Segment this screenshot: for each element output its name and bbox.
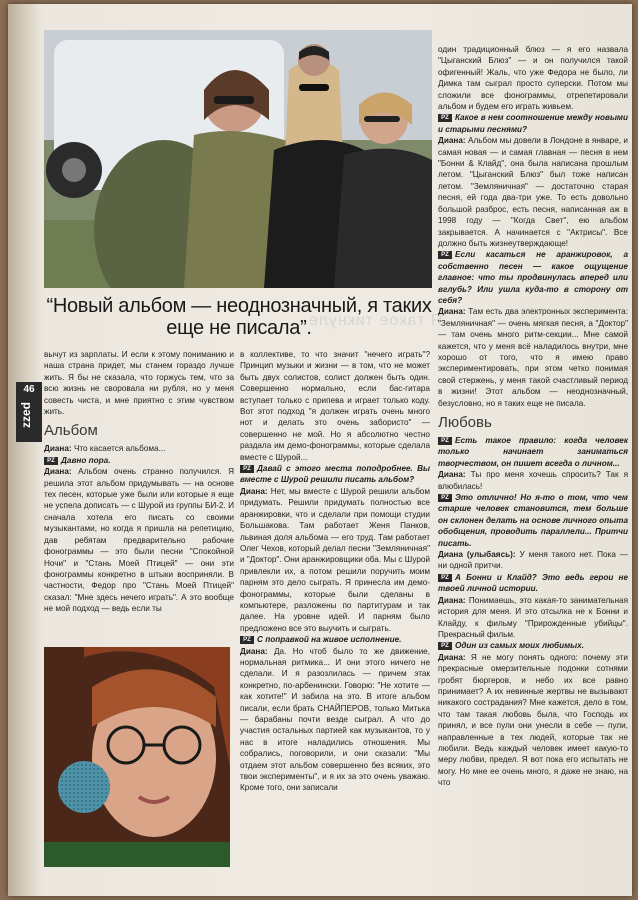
question-paragraph	[44, 455, 234, 466]
question-paragraph	[438, 249, 628, 306]
answer-paragraph	[438, 595, 628, 641]
question-text: Есть такое правило: когда человек только начинает заниматься творчеством, он пишет всегда о личном...	[438, 436, 628, 468]
answer-paragraph	[240, 486, 430, 634]
article-column-2	[240, 349, 430, 879]
article-column-3	[438, 44, 628, 892]
answer-paragraph	[44, 466, 234, 614]
question-text: Это отлично! Но я-то о том, что чем старше человек становится, тем больше он склонен делать на основе личного опыта обобщения, проводить параллели... Притчи писать.	[438, 493, 628, 548]
answer-text: У меня такого нет. Пока — ни одной притчи.	[438, 550, 628, 571]
speaker-label: Диана (улыбаясь):	[438, 550, 516, 560]
magazine-logo: zzed	[19, 402, 33, 429]
page-spine	[8, 4, 38, 896]
question-text: Давно пора.	[61, 455, 111, 465]
answer-paragraph	[438, 549, 628, 572]
speaker-label: Диана:	[240, 486, 268, 496]
section-title-love: Любовь	[438, 414, 492, 431]
question-paragraph	[438, 572, 628, 595]
band-photo-art	[44, 30, 432, 288]
magazine-page	[8, 4, 632, 896]
answer-paragraph: один традиционный блюз — я его назвала "Цыганский Блюз" — и он получился такой офигенный! Жаль, что уже Федора не было, ли Димка там сыграл просто суперски. Потом мы сложили все фонограммы, отрепетировали альбом и будем его играть живьем.	[438, 45, 628, 112]
question-paragraph	[240, 463, 430, 486]
question-paragraph	[438, 640, 628, 651]
interviewer-icon: PZ	[438, 437, 452, 445]
answer-text: Альбом мы довели в Лондоне в январе, и самая новая — и самая главная — песня в нем "Бонни & Клайд", она была написана прошлым летом. "Цыганский Блюз" был тоже написан летом. "Земляничная" — достаточно старая песня, ей года два-три уже. То есть довольно большой разброс, есть песня, написанная аж в 1998 году — "Когда Свет", ею альбом закрывается. А начинается с "Актрисы". Все должно быть жизнеутверждающе!	[438, 136, 628, 248]
answer-paragraph	[240, 646, 430, 794]
question-text: С поправкой на живое исполнение.	[257, 635, 402, 645]
answer-paragraph	[438, 306, 628, 409]
answer-paragraph: в коллективе, то что значит "нечего играть"? Принцип музыки и жизни — в том, что не может быть двух солистов, солист должен быть один. Совершенно нормально, если бас-гитара вступает только с припева и играет только коду. Вот этот подход "я должен играть очень много нот и делать это очень забористо" — совершенно не мой. Но я абсолютно честно раздала им демо-фонограммы, которые сделала вместе с Шурой...	[240, 350, 430, 462]
answer-paragraph	[44, 443, 234, 454]
answer-paragraph	[438, 135, 628, 249]
page-number: 46	[23, 384, 35, 395]
answer-paragraph	[438, 469, 628, 492]
answer-text: Я не могу понять одного: почему эти прекрасные омерзительные подонки сотнями гробят бюргеров, и небо их все равно принимает? А их невинные жертвы не вызывают никакого сострадания? Мне кажется, дело в том, что там такая любовь была, что Господь их принял, и все пули они унесли в себе — пули, направленные в тех людей, которые так не любили. Ведь каждый человек имеет какую-то меру любви, предел. Я вот пока его испытать не могу. Но мне ее очень много, я даже не знаю, на что	[438, 652, 628, 788]
question-paragraph	[240, 634, 430, 645]
answer-text: Там есть два электронных эксперимента: "Земляничная" — очень мягкая песня, а "Доктор" — там очень много ритм-секции... Мне самой кажется, что у меня всё наладилось внутри, мне хорошо от того, что я имею право экспериментировать, при этом четко понимая свой стержень, у меня такой счастливый период в жизни! Этот альбом — неоднозначный, безусловно, но я таких еще не писала.	[438, 307, 628, 408]
interviewer-icon: PZ	[438, 251, 452, 259]
interviewer-icon: PZ	[438, 574, 452, 582]
question-text: Давай с этого места поподробнее. Вы вместе с Шурой решили писать альбом?	[240, 464, 430, 485]
question-paragraph	[438, 112, 628, 135]
answer-paragraph	[438, 652, 628, 789]
answer-text: Нет, мы вместе с Шурой решили альбом придумать. Решили придумать полностью все аранжировки, что и сделали при помощи студии Большакова. Там работает Женя Панков, львиная доля альбома — его труд. Там работает Олег Чехов, который делал песни "Земляничная" и "Доктор". Они аранжировщики оба. Мы с Шурой привлекли их, а потом решили поручить моим парням это дело сыграть. Я принесла им демо-фонограммы, которые были сделаны в компьютере, разложены по партитурам и так далее. На уровне идей. И парням было предложено все это выучить и сыграть.	[240, 486, 430, 633]
page-tab	[16, 382, 42, 442]
speaker-label: Диана:	[438, 136, 466, 146]
question-text: Если касаться не аранжировок, а собственно песен — какое ощущение главное: что ты продвинулась вперед или вглубь? Или ушла куда-то в сторону от себя?	[438, 250, 628, 305]
band-photo	[44, 30, 432, 288]
singer-photo-art	[44, 647, 230, 867]
pull-quote: “Новый альбом — неоднозначный, я таких еще не писала”.	[46, 295, 432, 339]
speaker-label: Диана:	[438, 652, 466, 662]
speaker-label: Диана:	[44, 444, 72, 454]
section-title-album: Альбом	[44, 422, 98, 440]
answer-text: Ты про меня хочешь спросить? Так я влюбилась!	[438, 470, 628, 491]
interviewer-icon: PZ	[438, 642, 452, 650]
question-text: Какое в нем соотношение между новыми и старыми песнями?	[438, 113, 628, 134]
article-column-1	[44, 349, 234, 644]
speaker-label: Диана:	[44, 467, 72, 477]
speaker-label: Диана:	[438, 595, 466, 605]
interviewer-icon: PZ	[240, 636, 254, 644]
answer-text: Что касается альбома...	[73, 444, 166, 454]
intro-paragraph: вычут из зарплаты. И если к этому пониманию и наша страна придет, мы станем гораздо лучше жить. Я бы не сказала, что горжусь тем, что за всю жизнь не своровала ни рубля, но у меня совесть чиста, и мне приятно с этим чувством жить.	[44, 350, 234, 417]
interviewer-icon: PZ	[438, 494, 452, 502]
speaker-label: Диана:	[438, 307, 466, 317]
question-paragraph	[438, 435, 628, 469]
question-text: Один из самых моих любимых.	[455, 641, 584, 651]
speaker-label: Диана:	[240, 646, 268, 656]
question-paragraph	[438, 492, 628, 549]
question-text: А Бонни и Клайд? Это ведь герои не твоей личной истории.	[438, 572, 628, 594]
interviewer-icon: PZ	[44, 457, 58, 465]
speaker-label: Диана:	[438, 470, 466, 480]
answer-text: Понимаешь, это какая-то занимательная история для меня. И это отсылка не к Бонни и Клайду, к фильму "Прирожденные убийцы". Прекрасный фильм.	[438, 595, 628, 639]
singer-photo	[44, 647, 230, 867]
answer-text: Да. Но чтоб было то же движение, нормальная ритмика... И они этого ничего не сделали. И я разозлилась — причем этак конкретно, по-арбенински. Говорю: "Не хотите — как хотите!" И забила на это. В итоге альбом писали, если брать СНАЙПЕРОВ, только Митька — барабаны почти везде сыграл. А что до участия остальных партией как музыкантов, то у нас в итоге наладились отношения. Мы собрались, поговорили, и они сказали: "Мы отдаем этот альбом совершенно без всяких, это твои эксперименты", и я их за это очень уважаю. Кроме того, они записали	[240, 646, 430, 793]
show-through-text: Я такое тикнуле	[308, 312, 443, 329]
interviewer-icon: PZ	[240, 465, 254, 473]
interviewer-icon: PZ	[438, 114, 452, 122]
answer-text: Альбом очень странно получился. Я решила этот альбом придумывать — на основе тех песен, которые уже были или которые я еще не успела дописать — с Шурой из группы БИ-2. И сначала хотела его писать со своими музыкантами, но когда я пришла на репетицию, дав ребятам предварительно рабочие фонограммы — это были песни "Спокойной Ночи" и "Стань Моей Птицей" — они эти фонограммы конкретно в штыки восприняли. В частности, Федор про "Стань Моей Птицей" сказал: "Мне здесь нечего играть". А это вообще не мой подход — ведь если ты	[44, 467, 234, 614]
